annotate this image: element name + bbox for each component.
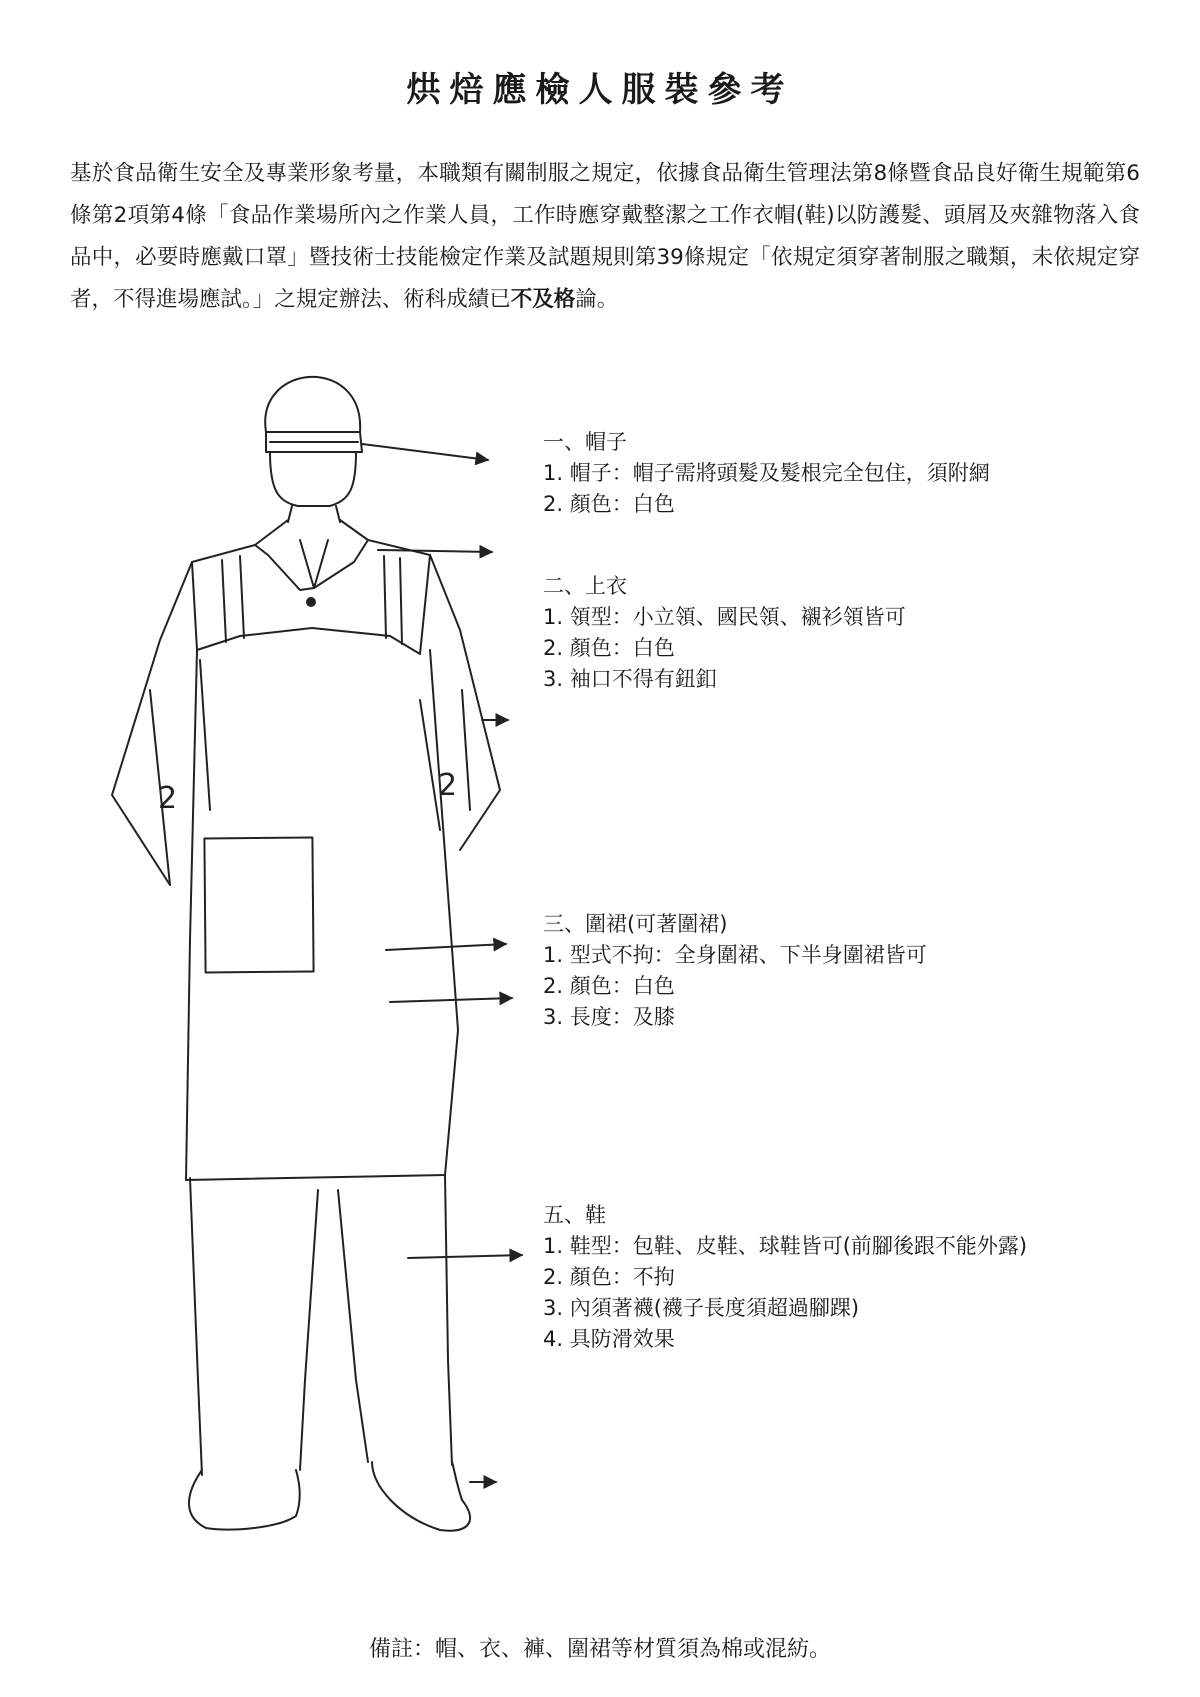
apron-item: 3. 長度：及膝 — [543, 1005, 675, 1029]
hat-heading: 一、帽子 — [543, 430, 627, 454]
intro-text-end: 論。 — [575, 287, 619, 312]
left-sleeve-mark: 2 — [158, 781, 178, 816]
intro-paragraph — [70, 153, 1140, 321]
top-section — [543, 571, 906, 695]
uniform-figure — [0, 360, 560, 1570]
footer-note: 備註：帽、衣、褲、圍裙等材質須為棉或混紡。 — [368, 1637, 831, 1662]
hat-item: 2. 顏色：白色 — [543, 492, 675, 516]
shoes-item: 2. 顏色：不拘 — [543, 1265, 675, 1289]
intro-bold-text: 不及格 — [510, 287, 576, 312]
shoes-item: 3. 內須著襪(襪子長度須超過腳踝) — [543, 1296, 860, 1320]
hat-section — [543, 427, 990, 520]
apron-section — [543, 909, 927, 1033]
neck-drawing — [288, 506, 340, 522]
collar-drawing — [255, 520, 368, 606]
shirt-drawing — [112, 540, 500, 885]
apron-heading: 三、圍裙(可著圍裙) — [543, 912, 728, 936]
apron-drawing — [186, 650, 458, 1180]
apron-item: 2. 顏色：白色 — [543, 974, 675, 998]
shoes-heading: 五、鞋 — [543, 1203, 606, 1227]
face-drawing — [270, 452, 356, 506]
hat-drawing — [265, 377, 362, 452]
intro-text: 基於食品衛生安全及專業形象考量，本職類有關制服之規定，依據食品衛生管理法第8條暨食品良好衛生規範第6條第2項第4條「食品作業場所內之作業人員，工作時應穿戴整潔之工作衣帽(鞋)以防護髮、頭屑及夾雜物落入食品中，必要時應戴口罩」暨技術士技能檢定作業及試題規則第39條規定「依規定須穿著制服之職類，未依規定穿者，不得進場應試。」之規定辦法、術科成績已 — [70, 161, 1140, 312]
hat-item: 1. 帽子：帽子需將頭髮及髮根完全包住，須附網 — [543, 461, 990, 485]
apron-item: 1. 型式不拘：全身圍裙、下半身圍裙皆可 — [543, 943, 927, 967]
top-heading: 二、上衣 — [543, 574, 627, 598]
right-sleeve-mark: 2 — [438, 768, 458, 803]
page-title: 烘焙應檢人服裝參考 — [406, 70, 794, 110]
shoes-section — [543, 1200, 1027, 1355]
top-item: 2. 顏色：白色 — [543, 636, 675, 660]
trousers-drawing — [190, 1175, 452, 1475]
shoes-item: 4. 具防滑效果 — [543, 1327, 675, 1351]
top-item: 3. 袖口不得有鈕釦 — [543, 667, 717, 691]
shoes-item: 1. 鞋型：包鞋、皮鞋、球鞋皆可(前腳後跟不能外露) — [543, 1234, 1028, 1258]
shoes-drawing — [189, 1462, 470, 1531]
top-item: 1. 領型：小立領、國民領、襯衫領皆可 — [543, 605, 906, 629]
